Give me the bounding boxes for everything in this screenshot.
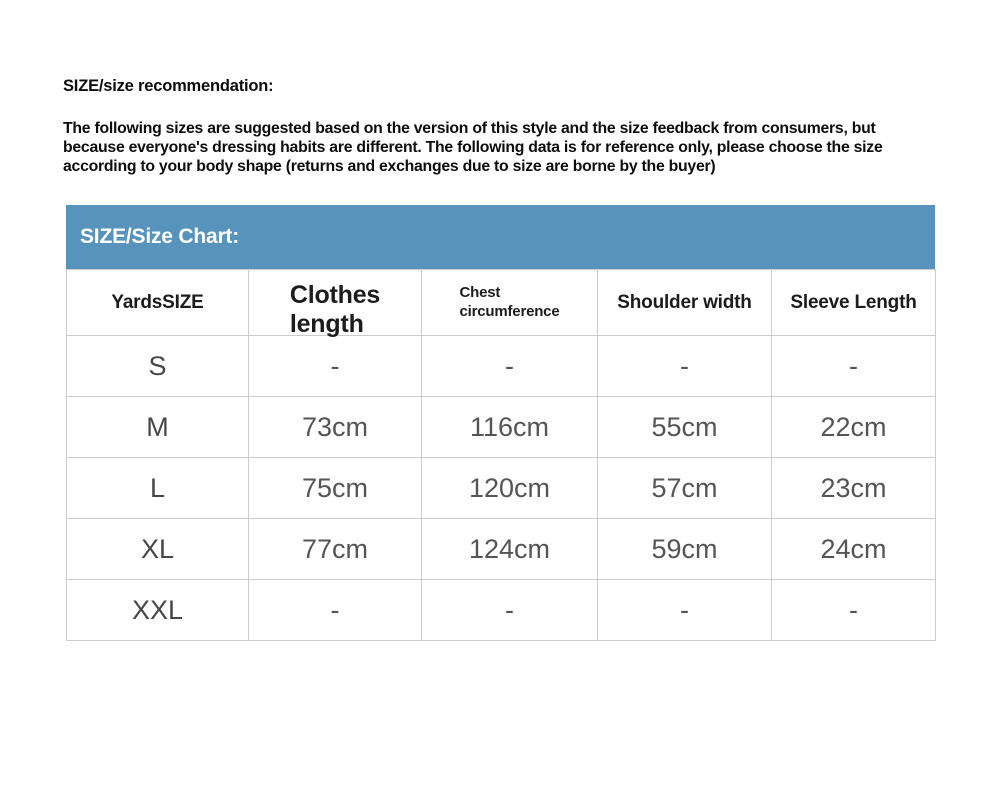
sleeve-length-cell: - bbox=[772, 336, 936, 397]
column-header-sleeve-length bbox=[772, 270, 936, 336]
chest-circumference-cell: 124cm bbox=[422, 519, 598, 580]
column-header-label: YardsSIZE bbox=[111, 291, 204, 313]
chest-circumference-cell: 120cm bbox=[422, 458, 598, 519]
size-label-cell: S bbox=[67, 336, 249, 397]
sleeve-length-cell: 22cm bbox=[772, 397, 936, 458]
chest-circumference-cell: - bbox=[422, 336, 598, 397]
clothes-length-cell: - bbox=[249, 336, 422, 397]
table-row-size-l bbox=[67, 458, 936, 519]
column-header-label: Chest circumference bbox=[459, 284, 560, 320]
shoulder-width-cell: 59cm bbox=[598, 519, 772, 580]
size-label-cell: M bbox=[67, 397, 249, 458]
size-label-cell: L bbox=[67, 458, 249, 519]
clothes-length-cell: 75cm bbox=[249, 458, 422, 519]
sleeve-length-cell: - bbox=[772, 580, 936, 641]
column-header-label: Sleeve Length bbox=[790, 291, 917, 313]
size-recommendation-page bbox=[0, 77, 1000, 785]
size-chart-table bbox=[66, 269, 936, 641]
column-header-clothes-length bbox=[249, 270, 422, 336]
table-row-size-xxl bbox=[67, 580, 936, 641]
size-chart-title-bar bbox=[66, 205, 935, 269]
size-label-cell: XXL bbox=[67, 580, 249, 641]
table-row-size-xl bbox=[67, 519, 936, 580]
column-header-label: Shoulder width bbox=[617, 291, 752, 313]
clothes-length-cell: 77cm bbox=[249, 519, 422, 580]
shoulder-width-cell: - bbox=[598, 336, 772, 397]
size-chart-title: SIZE/Size Chart: bbox=[80, 225, 239, 248]
size-disclaimer-paragraph: The following sizes are suggested based on the version of this style and the size feedback from consumers, but because everyone's dressing habits are different. The following data is for reference only, please choose the size according to your body shape (returns and exchanges due to size are borne by the buyer) bbox=[63, 120, 883, 175]
size-label-cell: XL bbox=[67, 519, 249, 580]
table-row-size-s bbox=[67, 336, 936, 397]
clothes-length-cell: - bbox=[249, 580, 422, 641]
table-row-size-m bbox=[67, 397, 936, 458]
column-header-shoulder-width bbox=[598, 270, 772, 336]
sleeve-length-cell: 24cm bbox=[772, 519, 936, 580]
shoulder-width-cell: 55cm bbox=[598, 397, 772, 458]
shoulder-width-cell: 57cm bbox=[598, 458, 772, 519]
chest-circumference-cell: 116cm bbox=[422, 397, 598, 458]
column-header-chest-circumference bbox=[422, 270, 598, 336]
chest-circumference-cell: - bbox=[422, 580, 598, 641]
clothes-length-cell: 73cm bbox=[249, 397, 422, 458]
shoulder-width-cell: - bbox=[598, 580, 772, 641]
sleeve-length-cell: 23cm bbox=[772, 458, 936, 519]
table-header-row bbox=[67, 270, 936, 336]
column-header-label: Clothes length bbox=[289, 280, 381, 338]
column-header-yards-size bbox=[67, 270, 249, 336]
size-recommendation-heading: SIZE/size recommendation: bbox=[63, 77, 274, 95]
